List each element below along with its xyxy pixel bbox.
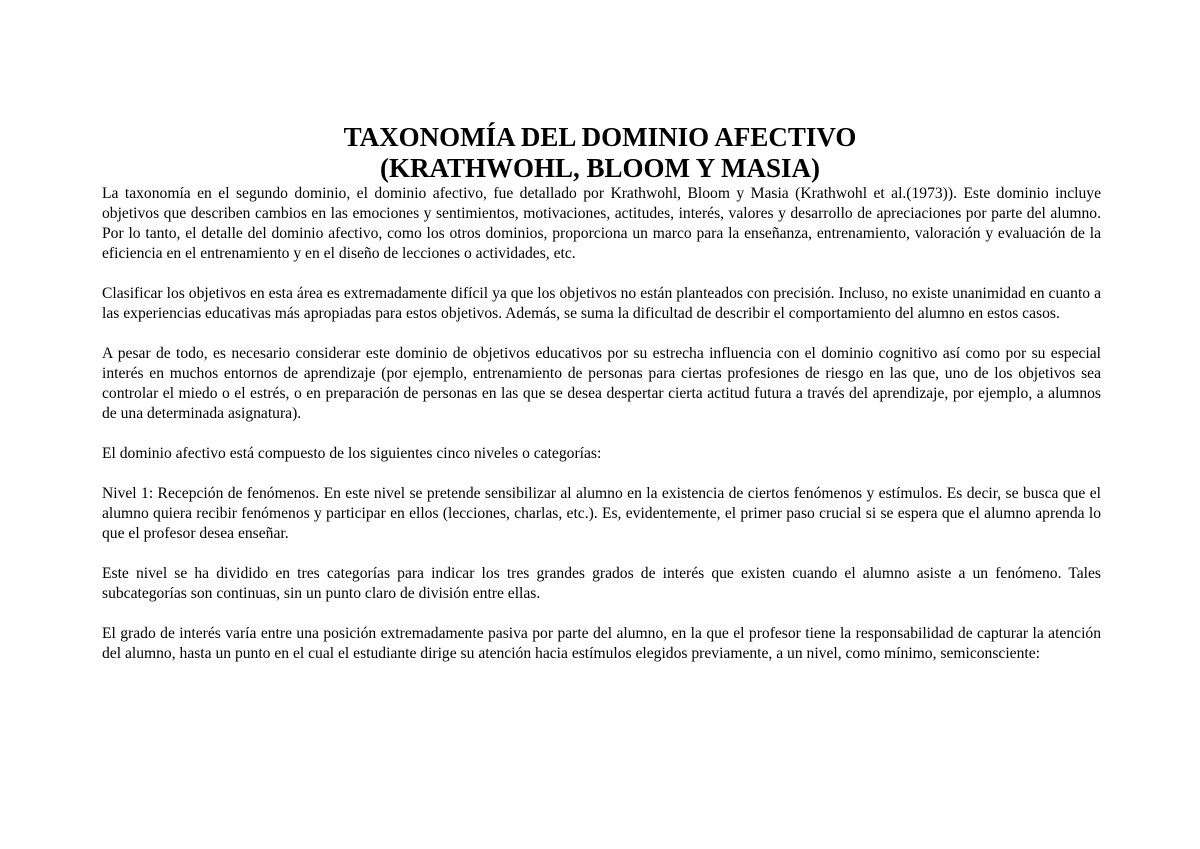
paragraph-classification: Clasificar los objetivos en esta área es extremadamente difícil ya que los objetivos no están planteados con precisión. Incluso, no existe unanimidad en cuanto a las experiencias educativas más apropiadas para estos objetivos. Además, se suma la dificultad de describir el comportamiento del alumno en estos casos. <box>102 285 1101 322</box>
paragraph-level-1: Nivel 1: Recepción de fenómenos. En este nivel se pretende sensibilizar al alumno en la existencia de ciertos fenómenos y estímulos. Es decir, se busca que el alumno quiera recibir fenómenos y participar en ellos (lecciones, charlas, etc.). Es, evidentemente, el primer paso crucial si se espera que el alumno aprenda lo que el profesor desea enseñar. <box>102 485 1101 542</box>
paragraph-subcategories: Este nivel se ha dividido en tres categorías para indicar los tres grandes grados de interés que existen cuando el alumno asiste a un fenómeno. Tales subcategorías son continuas, sin un punto claro de división entre ellas. <box>102 565 1101 602</box>
document-body <box>102 184 1101 684</box>
document-title <box>0 122 1200 184</box>
paragraph-levels-intro: El dominio afectivo está compuesto de los siguientes cinco niveles o categorías: <box>102 445 602 462</box>
paragraph-importance: A pesar de todo, es necesario considerar este dominio de objetivos educativos por su estrecha influencia con el dominio cognitivo así como por su especial interés en muchos entornos de aprendizaje (por ejemplo, entrenamiento de personas para ciertas profesiones de riesgo en las que, uno de los objetivos sea controlar el miedo o el estrés, o en preparación de personas en las que se desea despertar cierta actitud futura a través del aprendizaje, por ejemplo, a alumnos de una determinada asignatura). <box>102 345 1101 422</box>
paragraph-intro: La taxonomía en el segundo dominio, el dominio afectivo, fue detallado por Krathwohl, Bloom y Masia (Krathwohl et al.(1973)). Este dominio incluye objetivos que describen cambios en las emociones y sentimientos, motivaciones, actitudes, interés, valores y desarrollo de apreciaciones por parte del alumno. Por lo tanto, el detalle del dominio afectivo, como los otros dominios, proporciona un marco para la enseñanza, entrenamiento, valoración y evaluación de la eficiencia en el entrenamiento y en el diseño de lecciones o actividades, etc. <box>102 185 1101 262</box>
title-line-2: (KRATHWOHL, BLOOM Y MASIA) <box>379 153 820 183</box>
paragraph-interest-degree: El grado de interés varía entre una posición extremadamente pasiva por parte del alumno, en la que el profesor tiene la responsabilidad de capturar la atención del alumno, hasta un punto en el cual el estudiante dirige su atención hacia estímulos elegidos previamente, a un nivel, como mínimo, semiconsciente: <box>102 625 1101 662</box>
title-line-1: TAXONOMÍA DEL DOMINIO AFECTIVO <box>343 122 857 152</box>
